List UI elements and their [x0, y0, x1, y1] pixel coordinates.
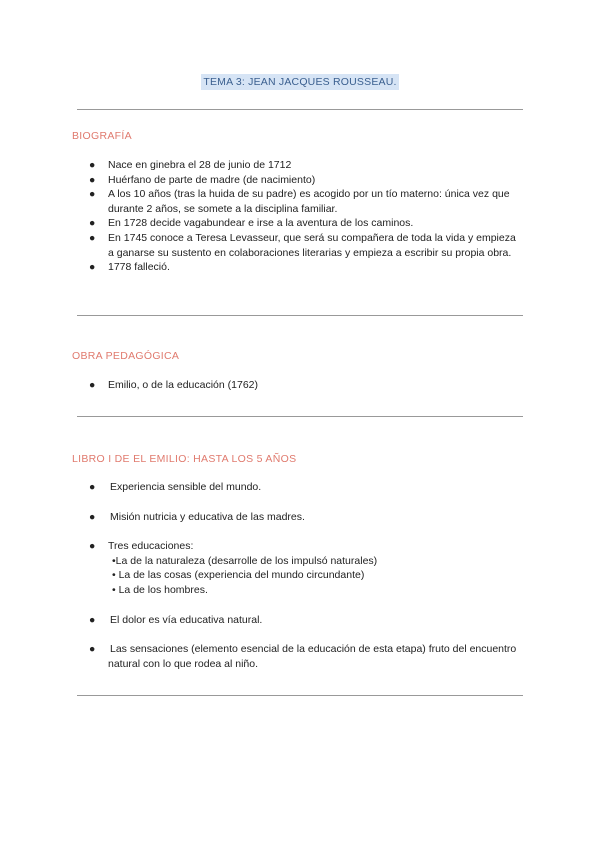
bullet-icon: ● [89, 188, 96, 201]
bullet-icon: ● [89, 510, 96, 523]
bullet-icon: ● [89, 173, 96, 186]
sub-item: •La de la naturaleza (desarrolle de los impulsó naturales) [112, 554, 378, 567]
divider [77, 416, 523, 417]
list-item: ● Las sensaciones (elemento esencial de la educación de esta etapa) fruto del encuentro natural con lo que rodea al niño. [89, 643, 517, 670]
bullet-icon: ● [89, 217, 96, 230]
bullet-icon: ● [89, 481, 96, 493]
obra-list [72, 378, 522, 393]
bullet-icon: ● [89, 643, 96, 656]
list-item: ● 1778 falleció. [89, 261, 170, 274]
libro-list [72, 480, 522, 686]
section-heading-libro: LIBRO I DE EL EMILIO: HASTA LOS 5 AÑOS [72, 453, 297, 465]
bullet-icon: ● [89, 379, 96, 391]
list-item: ● Misión nutricia y educativa de las madres. [89, 510, 305, 523]
biografia-list [72, 158, 522, 275]
sub-item: • La de los hombres. [112, 583, 208, 596]
divider [77, 315, 523, 316]
list-item: ● A los 10 años (tras la huida de su padre) es acogido por un tío materno: única vez que durante 2 años, se somete a la disciplina familiar. [89, 188, 510, 215]
bullet-icon: ● [89, 613, 96, 626]
list-item: ● El dolor es vía educativa natural. [89, 613, 263, 626]
divider [77, 695, 523, 696]
list-item: ● Experiencia sensible del mundo. [89, 481, 262, 493]
list-item: ● Emilio, o de la educación (1762) [89, 379, 259, 391]
sub-item: • La de las cosas (experiencia del mundo circundante) [112, 569, 365, 582]
page-title: TEMA 3: JEAN JACQUES ROUSSEAU. [203, 76, 397, 88]
bullet-icon: ● [89, 540, 96, 553]
divider [77, 109, 523, 110]
list-item: ● Huérfano de parte de madre (de nacimiento) [89, 173, 316, 186]
list-item: ● Tres educaciones: •La de la naturaleza (desarrolle de los impulsó naturales) • La de las cosas (experiencia del mundo circundante) • La de los hombres. [72, 539, 522, 597]
bullet-icon: ● [89, 159, 96, 171]
section-heading-obra: OBRA PEDAGÓGICA [72, 350, 180, 362]
list-item: ● En 1728 decide vagabundear e irse a la aventura de los caminos. [89, 217, 414, 230]
bullet-icon: ● [89, 231, 96, 244]
list-item: ● En 1745 conoce a Teresa Levasseur, que será su compañera de toda la vida y empieza a ganarse su sustento en colaboraciones literarias y empieza a escribir su propia obra. [89, 231, 516, 259]
list-item: ● Nace en ginebra el 28 de junio de 1712 [89, 159, 292, 171]
bullet-icon: ● [89, 261, 96, 274]
title-container [0, 72, 600, 90]
section-heading-biografia: BIOGRAFÍA [72, 130, 132, 142]
